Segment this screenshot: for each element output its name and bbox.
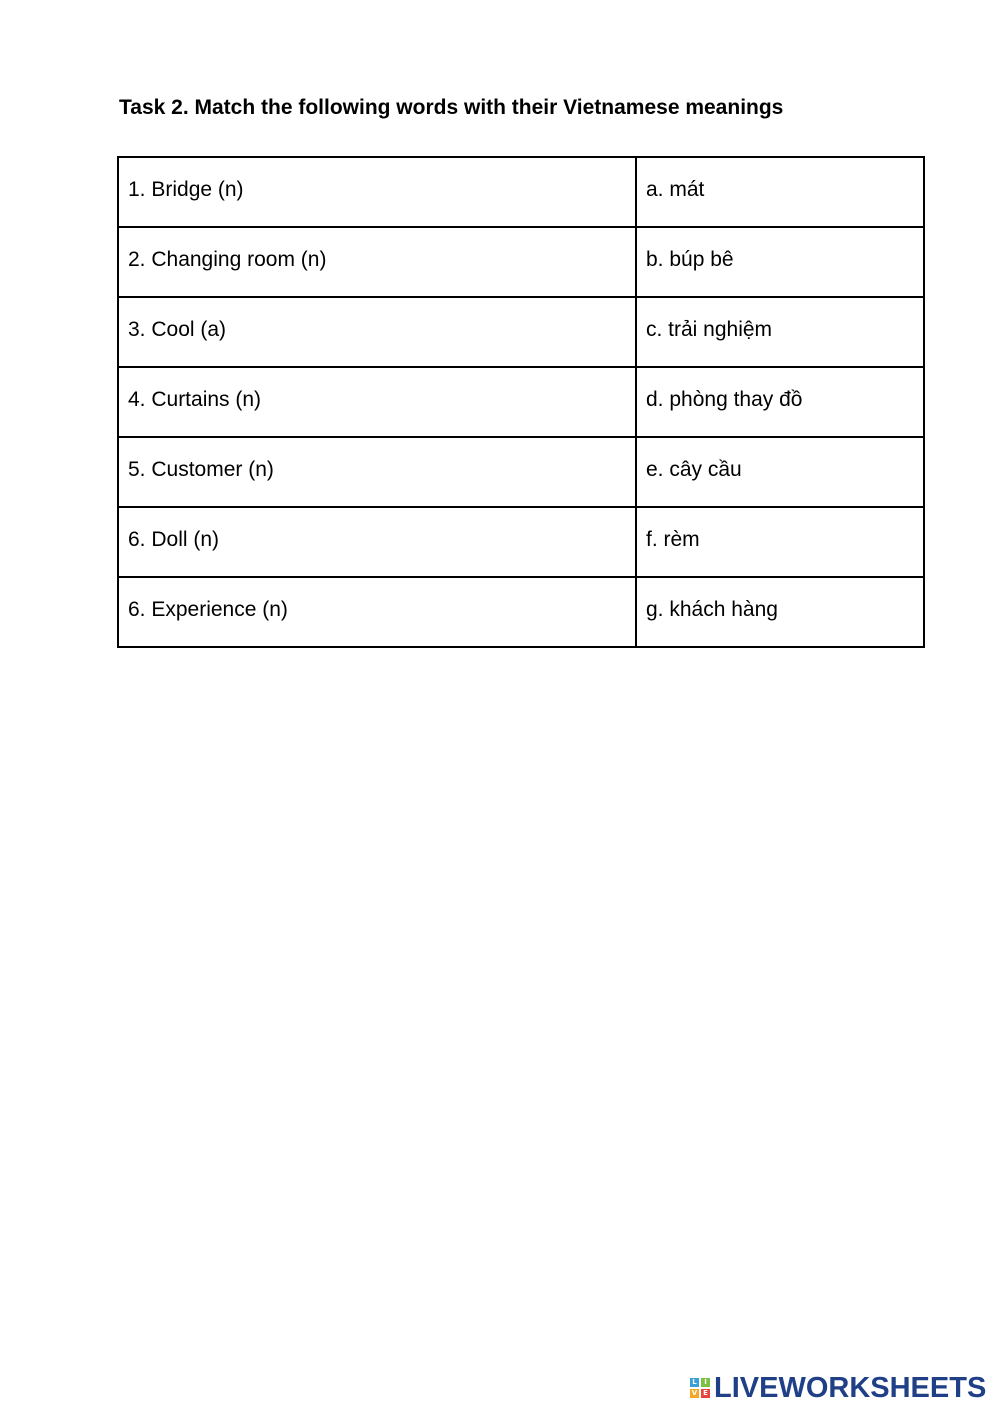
word-cell — [118, 507, 636, 577]
liveworksheets-logo[interactable] — [690, 1372, 986, 1404]
table-row — [118, 367, 924, 437]
word-text: 5. Customer (n) — [128, 458, 274, 481]
logo-square-v: V — [691, 1389, 698, 1397]
meaning-cell — [636, 507, 924, 577]
table-row — [118, 437, 924, 507]
word-cell — [118, 437, 636, 507]
word-text: 1. Bridge (n) — [128, 178, 244, 201]
word-text: 2. Changing room (n) — [128, 248, 327, 271]
word-cell — [118, 227, 636, 297]
meaning-text: c. trải nghiệm — [646, 318, 773, 341]
table-row — [118, 227, 924, 297]
word-cell — [118, 577, 636, 647]
word-text: 6. Doll (n) — [128, 528, 220, 551]
table-row — [118, 297, 924, 367]
meaning-text: g. khách hàng — [646, 598, 778, 621]
word-cell — [118, 157, 636, 227]
logo-text: LIVEWORKSHEETS — [714, 1371, 987, 1404]
logo-mark-icon — [690, 1378, 710, 1398]
meaning-cell — [636, 577, 924, 647]
meaning-cell — [636, 367, 924, 437]
logo-square-i: I — [701, 1378, 710, 1387]
meaning-text: a. mát — [646, 178, 705, 201]
logo-square-e: E — [701, 1389, 710, 1398]
word-text: 3. Cool (a) — [128, 318, 227, 341]
meaning-cell — [636, 437, 924, 507]
word-cell — [118, 297, 636, 367]
table-row — [118, 157, 924, 227]
meaning-text: e. cây cầu — [646, 458, 742, 481]
task-title: Task 2. Match the following words with their Vietnamese meanings — [119, 96, 784, 119]
meaning-cell — [636, 297, 924, 367]
meaning-cell — [636, 227, 924, 297]
meaning-text: b. búp bê — [646, 248, 734, 271]
meaning-text: f. rèm — [646, 528, 700, 551]
word-cell — [118, 367, 636, 437]
logo-square-l: L — [690, 1378, 699, 1387]
word-text: 4. Curtains (n) — [128, 388, 262, 411]
word-text: 6. Experience (n) — [128, 598, 288, 621]
meaning-text: d. phòng thay đồ — [646, 388, 803, 411]
table-row — [118, 507, 924, 577]
table-row — [118, 577, 924, 647]
meaning-cell — [636, 157, 924, 227]
matching-table — [117, 156, 925, 648]
